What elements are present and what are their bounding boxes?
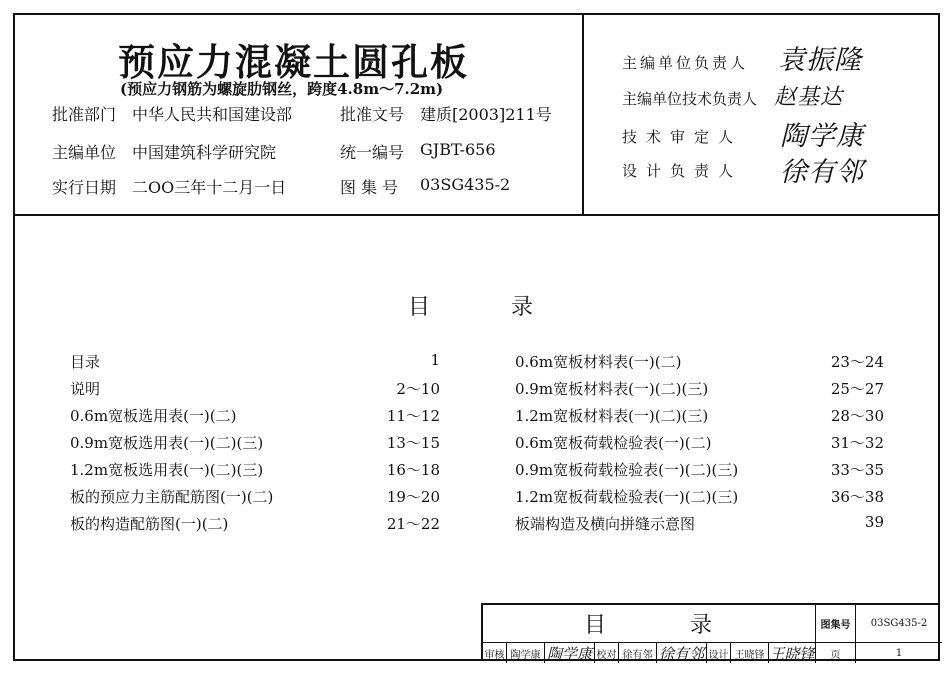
toc-entry[interactable]: 1.2m宽板荷载检验表(一)(二)(三) 36～38 [515, 488, 884, 506]
toc-right-column [515, 351, 884, 540]
editor-unit-label: 主编单位 [52, 143, 117, 162]
review-name: 陶学康 [507, 643, 545, 663]
design-name: 王晓锋 [731, 643, 769, 663]
toc-entry[interactable]: 板的构造配筋图(一)(二) 21～22 [70, 515, 440, 533]
toc-entry[interactable]: 0.9m宽板荷载检验表(一)(二)(三) 33～35 [515, 461, 884, 479]
effective-date-label: 实行日期 [52, 178, 117, 197]
review-signature: 陶学康 [545, 643, 595, 663]
toc-heading-left: 目 [408, 295, 431, 320]
approval-dept-value: 中华人民共和国建设部 [132, 105, 293, 124]
header-divider [582, 13, 584, 215]
approval-doc-label: 批准文号 [340, 105, 405, 124]
document-title: 预应力混凝土圆孔板 [118, 40, 469, 84]
chief-tech-head-label: 主编单位技术负责人 [622, 90, 758, 108]
toc-entry[interactable]: 0.9m宽板选用表(一)(二)(三) 13～15 [70, 434, 440, 452]
chief-unit-head-label: 主编单位负责人 [622, 54, 749, 72]
toc-entry[interactable]: 1.2m宽板材料表(一)(二)(三) 28～30 [515, 407, 884, 425]
review-label: 审核 [483, 643, 507, 663]
toc-entry[interactable]: 1.2m宽板选用表(一)(二)(三) 16～18 [70, 461, 440, 479]
atlas-value: 03SG435-2 [856, 605, 942, 643]
check-signature: 徐有邻 [657, 643, 707, 663]
check-label: 校对 [595, 643, 619, 663]
toc-entry[interactable]: 板的预应力主筋配筋图(一)(二) 19～20 [70, 488, 440, 506]
design-signature: 王晓锋 [769, 644, 815, 663]
atlas-number-label: 图 集 号 [340, 178, 399, 197]
approval-doc-value: 建质[2003]211号 [420, 105, 552, 124]
check-name: 徐有邻 [619, 643, 657, 663]
approval-dept-label: 批准部门 [52, 105, 117, 124]
effective-date-value: 二OO三年十二月一日 [132, 178, 287, 197]
toc-heading-right: 录 [511, 295, 534, 320]
design-head-signature: 徐有邻 [780, 157, 864, 188]
page-label: 页 [816, 643, 856, 663]
toc-entry[interactable]: 0.6m宽板荷载检验表(一)(二) 31～32 [515, 434, 884, 452]
editor-unit-value: 中国建筑科学研究院 [132, 143, 277, 162]
title-block [481, 603, 940, 661]
toc-entry[interactable]: 0.6m宽板选用表(一)(二) 11～12 [70, 407, 440, 425]
chief-unit-head-signature: 袁振隆 [778, 45, 862, 76]
atlas-label: 图集号 [816, 605, 856, 643]
toc-entry[interactable]: 说明 2～10 [70, 380, 440, 398]
title-block-title: 目 录 [483, 605, 816, 643]
atlas-number-value: 03SG435-2 [420, 175, 511, 194]
tech-reviewer-signature: 陶学康 [780, 121, 864, 152]
page-number: 1 [895, 647, 903, 659]
design-label: 设计 [707, 643, 731, 663]
toc-entry[interactable]: 目录 1 [70, 351, 440, 371]
toc-left-column [70, 351, 440, 540]
toc-entry[interactable]: 0.6m宽板材料表(一)(二) 23～24 [515, 353, 884, 371]
chief-tech-head-signature: 赵基达 [774, 85, 844, 110]
unified-number-value: GJBT-656 [420, 140, 496, 159]
document-subtitle: (预应力钢筋为螺旋肋钢丝，跨度4.8m～7.2m) [120, 80, 444, 98]
toc-entry[interactable]: 板端构造及横向拼缝示意图 39 [515, 513, 884, 533]
header-bottom-rule [13, 214, 940, 216]
toc-entry[interactable]: 0.9m宽板材料表(一)(二)(三) 25～27 [515, 380, 884, 398]
design-head-label: 设计负责人 [622, 162, 743, 180]
tech-reviewer-label: 技术审定人 [622, 128, 743, 146]
unified-number-label: 统一编号 [340, 143, 405, 162]
